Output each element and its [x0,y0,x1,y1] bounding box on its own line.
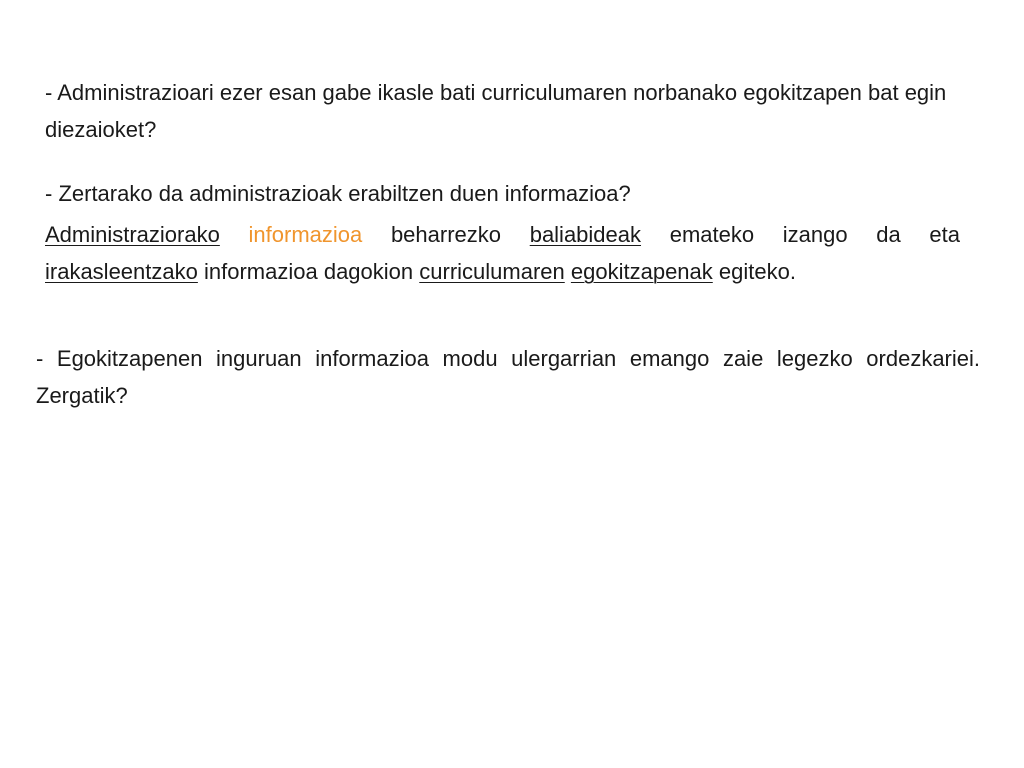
word-irakasleentzako: irakasleentzako [45,259,198,284]
text-emateko: emateko izango da eta [669,222,960,247]
word-egokitzapenak: egokitzapenak [570,259,713,284]
text-beharrezko: beharrezko [390,222,502,247]
question-3-text: - Egokitzapenen inguruan informazioa modu ulergarrian emango zaie legezko ordezkariei. Zergatik? [36,346,980,408]
question-1-text: - Administrazioari ezer esan gabe ikasle bati curriculumaren norbanako egokitzapen bat egin diezaioket? [45,80,947,142]
word-administraziorako: Administraziorako [45,222,220,247]
question-2-answer [45,216,960,290]
word-curriculumaren: curriculumaren [419,259,565,284]
word-informazioa-highlight: informazioa [248,222,363,247]
question-3 [36,340,980,414]
question-2 [45,175,960,290]
text-egiteko: egiteko. [718,259,796,284]
text-informazioa-dagokion: informazioa dagokion [204,259,414,284]
question-2-text: - Zertarako da administrazioak erabiltzen duen informazioa? [45,181,631,206]
question-1 [45,74,1000,148]
word-baliabideak: baliabideak [529,222,642,247]
